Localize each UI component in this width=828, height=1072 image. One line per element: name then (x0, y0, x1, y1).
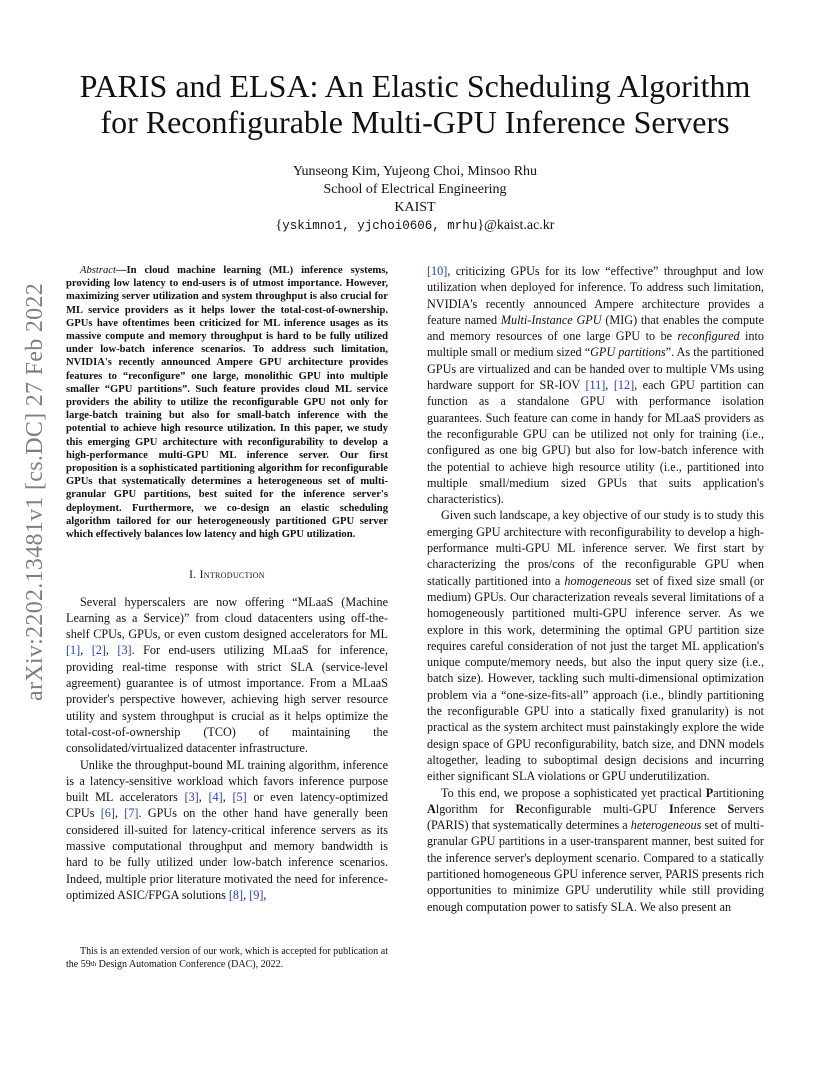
paragraph-text: ervers (PARIS) that systematically determines a (427, 801, 764, 833)
citation-link[interactable]: [6] (100, 806, 115, 821)
emphasis-text: reconfigured (677, 329, 740, 344)
paragraph-text: , (222, 790, 233, 805)
paragraph-text: Several hyperscalers are now offering “MLaaS (Machine Learning as a Service)” from cloud datacenters using off-the-shelf CPUs, GPUs, or even custom designed accelerators for ML (66, 594, 388, 642)
right-column (427, 263, 764, 915)
paragraph-text: ”. As the partitioned GPUs are virtualized and can be handed over to multiple VMs using hardware support for SR-IOV (427, 345, 765, 393)
acronym-letter: S (727, 801, 735, 816)
citation-link[interactable]: [9] (249, 887, 264, 902)
citation-link[interactable]: [8] (228, 887, 244, 902)
intro-paragraph-4 (427, 507, 764, 784)
paragraph-text: set of fixed size small (or medium) GPUs. Our characterization reveals several limitations of a homogeneously partitioned multi-GPU inference server. As we explore in this work, determining the optimal GPU partition size requires careful consideration of not just the target ML application's unique compute/memory needs, but also the input query size (i.e., batch size). However, tackling such multi-dimensional optimization problem via a “one-size-fits-all” approach (i.e., blindly partitioning the reconfigurable GPU into a statically fixed granularity) is not practical as the system architect must painstakingly explore the wide design space of GPU reconfigurability, batch size, and DNN models altogether, leading to suboptimal design decisions and incurring either significant SLA violations or GPU underutilization. (427, 573, 765, 784)
citation-link[interactable]: [1] (66, 643, 81, 658)
emphasis-text: Multi-Instance GPU (500, 312, 602, 327)
email-domain: }@kaist.ac.kr (477, 218, 555, 233)
citation-link[interactable]: [3] (184, 790, 199, 805)
paper-title (58, 68, 772, 140)
paragraph-text: . GPUs on the other hand have generally been considered ill-suited for latency-critical inference servers as its massive computational throughput and memory bandwidth is hard to be fully utilized under low-batch inference scenarios. Indeed, multiple prior literature motivated the need for inference-optimized ASIC/FPGA solutions (66, 806, 389, 902)
email-handles: yskimno1, yjchoi0606, mrhu (282, 219, 478, 233)
paragraph-text: , (198, 790, 209, 805)
acronym-letter: P (705, 785, 714, 800)
abstract-label: Abstract (80, 265, 116, 276)
paragraph-text: , criticizing GPUs for its low “effective” throughput and low utilization when deployed for inference. To address such limitation, NVIDIA's recently announced Ampere architecture provides a feature named (427, 264, 764, 327)
citation-link[interactable]: [11] (585, 378, 606, 393)
paragraph-text: nference (673, 801, 728, 816)
acronym-letter: A (427, 801, 436, 816)
intro-paragraph-2 (66, 757, 388, 904)
citation-link[interactable]: [3] (117, 643, 132, 658)
paragraph-text: , (263, 887, 267, 902)
paragraph-text: . For end-users utilizing MLaaS for inference, providing real-time response with strict SLA (service-level agreement) guarantee is of utmost importance. From a MLaaS provider's perspective however, achieving high server resource utility and system throughput is crucial as it helps optimize the total-cost-of-ownership (TCO) of maintaining the consolidated/virtualized datacenter infrastructure. (66, 643, 389, 756)
paragraph-text: , (80, 643, 92, 658)
abstract-text: —In cloud machine learning (ML) inference systems, providing low latency to end-users is of utmost importance. However, maximizing server utilization and system throughput is also crucial for ML service providers as it helps lower the total-cost-of-ownership. GPUs have oftentimes been criticized for ML inference usages as its massive compute and memory throughput is hard to be fully utilized under low-batch inference scenarios. To address such limitation, NVIDIA's recently announced Ampere GPU architecture provides features to “reconfigure” one large, monolithic GPU into multiple smaller “GPU partitions”. Such feature provides cloud ML service providers the ability to utilize the reconfigurable GPU not only for large-batch training but also for small-batch inference with the potential to achieve high resource utilization. In this paper, we study this emerging GPU architecture with reconfigurability to develop a high-performance multi-GPU ML inference server. Our first proposition is a sophisticated partitioning algorithm for reconfigurable GPUs that systematically determines a heterogeneous set of multi-granular GPU partitions, best suited for the inference server's deployment. Furthermore, we co-design an elastic scheduling algorithm tailored for our heterogeneously partitioned GPU server which effectively balances low latency and high GPU utilization. (66, 265, 388, 541)
arxiv-identifier-stamp: arXiv:2202.13481v1 [cs.DC] 27 Feb 2022 (22, 282, 48, 702)
section-number: I. (189, 569, 197, 582)
acronym-letter: R (515, 801, 525, 816)
section-title: Introduction (199, 569, 265, 582)
affiliation-institute: KAIST (394, 200, 436, 215)
emphasis-text: homogeneous (564, 573, 632, 588)
paragraph-text: artitioning (713, 785, 764, 800)
paragraph-text: To this end, we propose a sophisticated yet practical (441, 785, 706, 800)
paragraph-text: or even latency-optimized CPUs (66, 790, 388, 821)
left-column (66, 264, 388, 903)
paragraph-text: Given such landscape, a key objective of our study is to study this emerging GPU architecture with reconfigurability to develop a high-performance multi-GPU ML inference server. We first start by characterizing the pros/cons of the reconfigurable GPU when statically partitioned into a (427, 508, 764, 588)
abstract (66, 264, 388, 541)
paragraph-text: , each GPU partition can function as a standalone GPU with performance isolation guarantees. Such feature can come in handy for MLaaS providers as the reconfigurable GPU can be utilized not only for training (i.e., configured as one big GPU) but also for low-batch inference with the potential to achieve high resource utility (i.e., partitioned into multiple small/medium sized GPUs that suits application's characteristics). (427, 378, 765, 507)
author-block (200, 163, 630, 235)
citation-link[interactable]: [5] (232, 790, 247, 805)
paragraph-text: set of multi-granular GPU partitions in a user-transparent manner, best suited for the inference server's deployment scenario. Compared to a statically partitioned homogeneous GPU inference server, PARIS presents rich opportunities to minimize GPU underutility while still providing enough computation power to satisfy SLA. We also present an (427, 818, 765, 914)
title-line-2: for Reconfigurable Multi-GPU Inference Servers (100, 104, 730, 140)
paragraph-text: , (114, 806, 125, 821)
section-heading-introduction (66, 567, 388, 583)
affiliation-school: School of Electrical Engineering (323, 182, 507, 197)
paragraph-text: , (243, 887, 250, 902)
footnote-text: Design Automation Conference (DAC), 2022. (96, 958, 284, 970)
intro-paragraph-1 (66, 594, 388, 757)
paragraph-text: , (605, 378, 614, 393)
citation-link[interactable]: [10] (427, 264, 448, 278)
title-line-1: PARIS and ELSA: An Elastic Scheduling Algorithm (79, 68, 751, 104)
citation-link[interactable]: [2] (91, 643, 106, 658)
acronym-letter: I (668, 801, 674, 816)
author-emails (200, 217, 630, 235)
paragraph-text: , (105, 643, 118, 658)
paragraph-text: into multiple small or medium sized “ (427, 329, 765, 360)
email-open-brace: { (275, 218, 283, 233)
citation-link[interactable]: [7] (124, 806, 139, 821)
paragraph-text: (MIG) that enables the compute and memory resources of one large GPU to be (427, 312, 764, 344)
footnote-text: This is an extended version of our work, which is accepted for publication at the 59 (66, 946, 388, 970)
citation-link[interactable]: [4] (208, 790, 223, 805)
footnote-superscript: th (90, 959, 97, 968)
citation-link[interactable]: [12] (613, 378, 635, 393)
emphasis-text: heterogeneous (630, 818, 702, 833)
intro-paragraph-3 (427, 263, 764, 507)
paragraph-text: lgorithm for (435, 801, 516, 816)
intro-paragraph-5 (427, 785, 764, 915)
footnote (66, 946, 388, 971)
paragraph-text: econfigurable multi-GPU (524, 801, 669, 816)
author-names: Yunseong Kim, Yujeong Choi, Minsoo Rhu (292, 164, 538, 179)
emphasis-text: GPU partitions (590, 345, 666, 360)
paragraph-text: Unlike the throughput-bound ML training algorithm, inference is a latency-sensitive workload which favors inference purpose built ML accelerators (66, 757, 388, 805)
